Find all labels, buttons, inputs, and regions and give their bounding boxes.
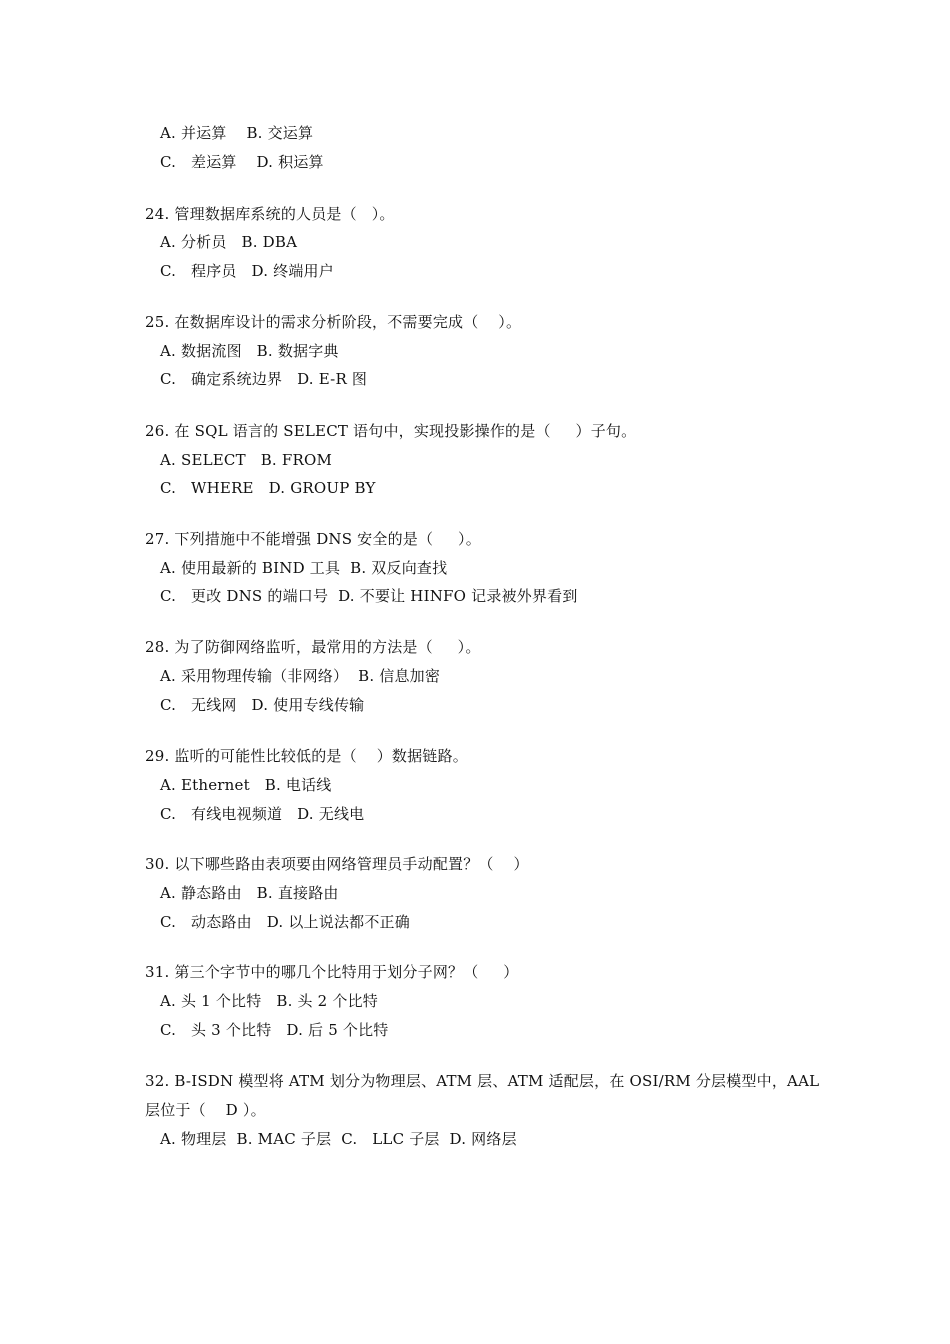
option-line: A. SELECT B. FROM <box>160 451 333 469</box>
option-line: C. 确定系统边界 D. E-R 图 <box>160 370 368 388</box>
question-27: 27. 下列措施中不能增强 DNS 安全的是（ ）。 <box>145 530 481 548</box>
option-line: A. 并运算 B. 交运算 <box>160 124 314 142</box>
question-26: 26. 在 SQL 语言的 SELECT 语句中，实现投影操作的是（ ）子句。 <box>145 422 637 440</box>
option-line: A. 静态路由 B. 直接路由 <box>160 884 339 902</box>
option-line: A. 头 1 个比特 B. 头 2 个比特 <box>160 992 378 1010</box>
option-line: C. 程序员 D. 终端用户 <box>160 262 334 280</box>
option-line: C. WHERE D. GROUP BY <box>160 479 376 497</box>
option-line: A. 分析员 B. DBA <box>160 233 298 251</box>
option-line: C. 差运算 D. 积运算 <box>160 153 324 171</box>
question-32-continued: 层位于（ D ）。 <box>145 1101 266 1119</box>
question-24: 24. 管理数据库系统的人员是（ ）。 <box>145 205 395 223</box>
option-line: C. 更改 DNS 的端口号 D. 不要让 HINFO 记录被外界看到 <box>160 587 578 605</box>
option-line: A. 物理层 B. MAC 子层 C. LLC 子层 D. 网络层 <box>160 1130 517 1148</box>
option-line: A. 采用物理传输（非网络） B. 信息加密 <box>160 667 441 685</box>
question-25: 25. 在数据库设计的需求分析阶段，不需要完成（ ）。 <box>145 313 522 331</box>
option-line: C. 无线网 D. 使用专线传输 <box>160 696 365 714</box>
option-line: C. 有线电视频道 D. 无线电 <box>160 805 365 823</box>
question-29: 29. 监听的可能性比较低的是（ ）数据链路。 <box>145 747 468 765</box>
question-31: 31. 第三个字节中的哪几个比特用于划分子网？（ ） <box>145 963 519 981</box>
question-28: 28. 为了防御网络监听，最常用的方法是（ ）。 <box>145 638 481 656</box>
question-32: 32. B-ISDN 模型将 ATM 划分为物理层、ATM 层、ATM 适配层，在 OSI/RM 分层模型中，AAL <box>145 1072 820 1090</box>
option-line: C. 动态路由 D. 以上说法都不正确 <box>160 913 410 931</box>
option-line: A. 使用最新的 BIND 工具 B. 双反向查找 <box>160 559 448 577</box>
option-line: A. 数据流图 B. 数据字典 <box>160 342 339 360</box>
option-line: A. Ethernet B. 电话线 <box>160 776 332 794</box>
question-30: 30. 以下哪些路由表项要由网络管理员手动配置？（ ） <box>145 855 529 873</box>
option-line: C. 头 3 个比特 D. 后 5 个比特 <box>160 1021 389 1039</box>
